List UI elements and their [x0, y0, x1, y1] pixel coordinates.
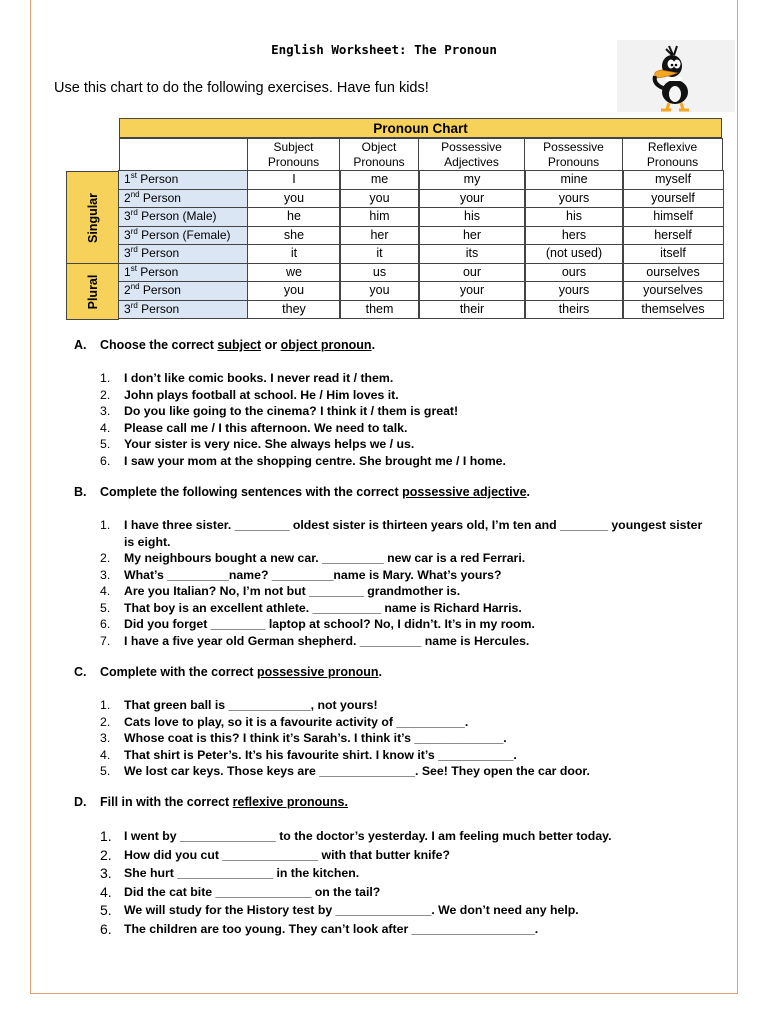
- pronoun-cell: ourselves: [622, 263, 724, 283]
- pronoun-cell: he: [247, 207, 341, 227]
- header-subject-pronouns: Subject Pronouns: [247, 138, 340, 171]
- exercise-item: [100, 370, 710, 387]
- item-number: 1.: [100, 371, 111, 385]
- chart-row: [119, 171, 723, 190]
- item-number: 4.: [100, 420, 111, 435]
- item-text: Your sister is very nice. She always helps we / us.: [124, 437, 415, 451]
- item-number: 4.: [100, 883, 112, 900]
- item-text: I don’t like comic books. I never read it / them.: [124, 371, 394, 385]
- pronoun-cell: I: [247, 170, 341, 190]
- pronoun-cell: themselves: [622, 300, 724, 320]
- exercise-item: [100, 616, 710, 633]
- item-text: Whose coat is this? I think it’s Sarah’s. I think it’s _____________.: [124, 731, 507, 745]
- item-text: Did you forget ________ laptop at school? No, I didn’t. It’s in my room.: [124, 617, 535, 631]
- chart-row: [119, 190, 723, 209]
- person-label: 2nd Person: [118, 281, 248, 301]
- exercise-item: [100, 883, 710, 902]
- section-b-heading: B. Complete the following sentences with the correct possessive adjective.: [74, 485, 531, 499]
- item-number: 6.: [100, 453, 111, 468]
- pronoun-cell: your: [418, 189, 526, 209]
- group-plural-label: Plural: [85, 274, 100, 309]
- item-text: John plays football at school. He / Him loves it.: [124, 387, 399, 402]
- item-text: Are you Italian? No, I’m not but ________ grandmother is.: [124, 584, 461, 598]
- pronoun-cell: him: [339, 207, 420, 227]
- pronoun-cell: their: [418, 300, 526, 320]
- item-number: 3.: [100, 731, 111, 745]
- pronoun-cell: you: [247, 281, 341, 301]
- item-number: 6.: [100, 920, 112, 937]
- item-text: Cats love to play, so it is a favourite activity of __________.: [124, 714, 469, 729]
- header-reflexive-pronouns: Reflexive Pronouns: [622, 138, 723, 171]
- pronoun-cell: himself: [622, 207, 724, 227]
- item-text: She hurt ______________ in the kitchen.: [124, 866, 360, 880]
- exercise-item: [100, 730, 710, 747]
- pronoun-cell: ours: [524, 263, 624, 283]
- pronoun-cell: his: [524, 207, 624, 227]
- pronoun-cell: its: [418, 244, 526, 264]
- exercise-item: [100, 517, 710, 550]
- chart-row: [119, 282, 723, 301]
- header-object-pronouns: Object Pronouns: [339, 138, 419, 171]
- exercise-item: [100, 550, 710, 567]
- section-a-heading: A. Choose the correct subject or object pronoun.: [74, 338, 376, 352]
- exercise-item: [100, 436, 710, 453]
- pronoun-cell: it: [247, 244, 341, 264]
- pronoun-cell: you: [339, 189, 420, 209]
- header-possessive-adjectives: Possessive Adjectives: [418, 138, 525, 171]
- item-number: 7.: [100, 633, 111, 648]
- section-d-heading: D. Fill in with the correct reflexive pronouns.: [74, 795, 348, 809]
- exercise-item: [100, 633, 710, 650]
- pronoun-cell: his: [418, 207, 526, 227]
- instructions-text: Use this chart to do the following exercises. Have fun kids!: [54, 80, 429, 96]
- item-number: 4.: [100, 747, 111, 762]
- chart-row: [119, 264, 723, 283]
- pronoun-cell: theirs: [524, 300, 624, 320]
- exercise-item: [100, 864, 710, 883]
- exercise-item: [100, 747, 710, 764]
- pronoun-cell: (not used): [524, 244, 624, 264]
- chart-title: Pronoun Chart: [119, 118, 722, 138]
- item-number: 5.: [100, 437, 111, 451]
- item-number: 2.: [100, 714, 111, 729]
- item-text: The children are too young. They can’t look after __________________.: [124, 921, 539, 936]
- pronoun-cell: herself: [622, 226, 724, 246]
- pronoun-chart: [66, 118, 723, 320]
- header-possessive-pronouns: Possessive Pronouns: [524, 138, 623, 171]
- pronoun-cell: hers: [524, 226, 624, 246]
- item-number: 1.: [100, 828, 112, 844]
- group-plural: [66, 263, 119, 320]
- item-text: I have a five year old German shepherd. _________ name is Hercules.: [124, 633, 530, 648]
- person-label: 2nd Person: [118, 189, 248, 209]
- exercise-item: [100, 714, 710, 731]
- section-c-heading: C. Complete with the correct possessive pronoun.: [74, 665, 383, 679]
- exercise-item: [100, 846, 710, 865]
- person-label: 3rd Person (Female): [118, 226, 248, 246]
- item-text: We will study for the History test by ______________. We don’t need any help.: [124, 903, 579, 917]
- duck-icon: [617, 40, 735, 112]
- pronoun-cell: yours: [524, 189, 624, 209]
- item-text: I have three sister. ________ oldest sister is thirteen years old, I’m ten and _______ youngest sister is eight.: [124, 518, 703, 549]
- item-number: 5.: [100, 600, 111, 615]
- worksheet-title: English Worksheet: The Pronoun: [271, 42, 497, 57]
- item-text: I went by ______________ to the doctor’s yesterday. I am feeling much better today.: [124, 829, 612, 843]
- item-text: That shirt is Peter’s. It’s his favourite shirt. I know it’s ___________.: [124, 747, 517, 762]
- section-b-list: [100, 517, 710, 649]
- item-text: How did you cut ______________ with that butter knife?: [124, 847, 450, 862]
- exercise-item: [100, 920, 710, 939]
- section-a-list: [100, 370, 710, 469]
- item-text: That green ball is ____________, not yours!: [124, 698, 378, 712]
- pronoun-cell: her: [418, 226, 526, 246]
- item-number: 1.: [100, 518, 111, 532]
- chart-row: [119, 301, 723, 320]
- pronoun-cell: yourselves: [622, 281, 724, 301]
- section-c-list: [100, 697, 710, 780]
- item-number: 1.: [100, 698, 111, 712]
- exercise-item: [100, 567, 710, 584]
- item-number: 2.: [100, 846, 112, 863]
- chart-row: [119, 245, 723, 264]
- pronoun-cell: our: [418, 263, 526, 283]
- exercise-item: [100, 697, 710, 714]
- pronoun-cell: you: [339, 281, 420, 301]
- exercise-item: [100, 600, 710, 617]
- pronoun-cell: yourself: [622, 189, 724, 209]
- pronoun-cell: mine: [524, 170, 624, 190]
- pronoun-cell: myself: [622, 170, 724, 190]
- pronoun-cell: it: [339, 244, 420, 264]
- item-text: Did the cat bite ______________ on the tail?: [124, 884, 381, 899]
- item-number: 2.: [100, 551, 111, 565]
- pronoun-cell: her: [339, 226, 420, 246]
- item-number: 2.: [100, 387, 111, 402]
- person-label: 1st Person: [118, 263, 248, 283]
- pronoun-cell: they: [247, 300, 341, 320]
- pronoun-cell: your: [418, 281, 526, 301]
- item-number: 5.: [100, 764, 111, 778]
- item-text: Please call me / I this afternoon. We need to talk.: [124, 420, 408, 435]
- item-number: 6.: [100, 617, 111, 631]
- pronoun-cell: my: [418, 170, 526, 190]
- person-label: 3rd Person: [118, 300, 248, 320]
- group-singular: [66, 171, 119, 264]
- item-text: Do you like going to the cinema? I think it / them is great!: [124, 404, 459, 418]
- item-text: My neighbours bought a new car. _________ new car is a red Ferrari.: [124, 551, 526, 565]
- chart-row: [119, 208, 723, 227]
- pronoun-cell: me: [339, 170, 420, 190]
- pronoun-cell: them: [339, 300, 420, 320]
- chart-row: [119, 227, 723, 246]
- item-number: 5.: [100, 902, 112, 918]
- exercise-item: [100, 420, 710, 437]
- pronoun-cell: she: [247, 226, 341, 246]
- section-d-list: [100, 827, 710, 938]
- exercise-item: [100, 763, 710, 780]
- exercise-item: [100, 387, 710, 404]
- item-text: That boy is an excellent athlete. __________ name is Richard Harris.: [124, 600, 522, 615]
- item-number: 4.: [100, 584, 111, 598]
- person-label: 3rd Person: [118, 244, 248, 264]
- exercise-item: [100, 901, 710, 920]
- pronoun-cell: you: [247, 189, 341, 209]
- duck-cartoon-image: [617, 40, 735, 112]
- item-number: 3.: [100, 865, 112, 881]
- pronoun-cell: us: [339, 263, 420, 283]
- group-singular-label: Singular: [85, 192, 100, 243]
- item-text: I saw your mom at the shopping centre. She brought me / I home.: [124, 453, 506, 468]
- pronoun-cell: yours: [524, 281, 624, 301]
- exercise-item: [100, 583, 710, 600]
- header-blank: [119, 138, 248, 171]
- exercise-item: [100, 403, 710, 420]
- person-label: 1st Person: [118, 170, 248, 190]
- person-label: 3rd Person (Male): [118, 207, 248, 227]
- pronoun-cell: we: [247, 263, 341, 283]
- pronoun-cell: itself: [622, 244, 724, 264]
- item-text: We lost car keys. Those keys are ______________. See! They open the car door.: [124, 764, 590, 778]
- exercise-item: [100, 453, 710, 470]
- item-number: 3.: [100, 567, 111, 582]
- item-number: 3.: [100, 404, 111, 418]
- exercise-item: [100, 827, 710, 846]
- item-text: What’s _________name? _________name is Mary. What’s yours?: [124, 567, 502, 582]
